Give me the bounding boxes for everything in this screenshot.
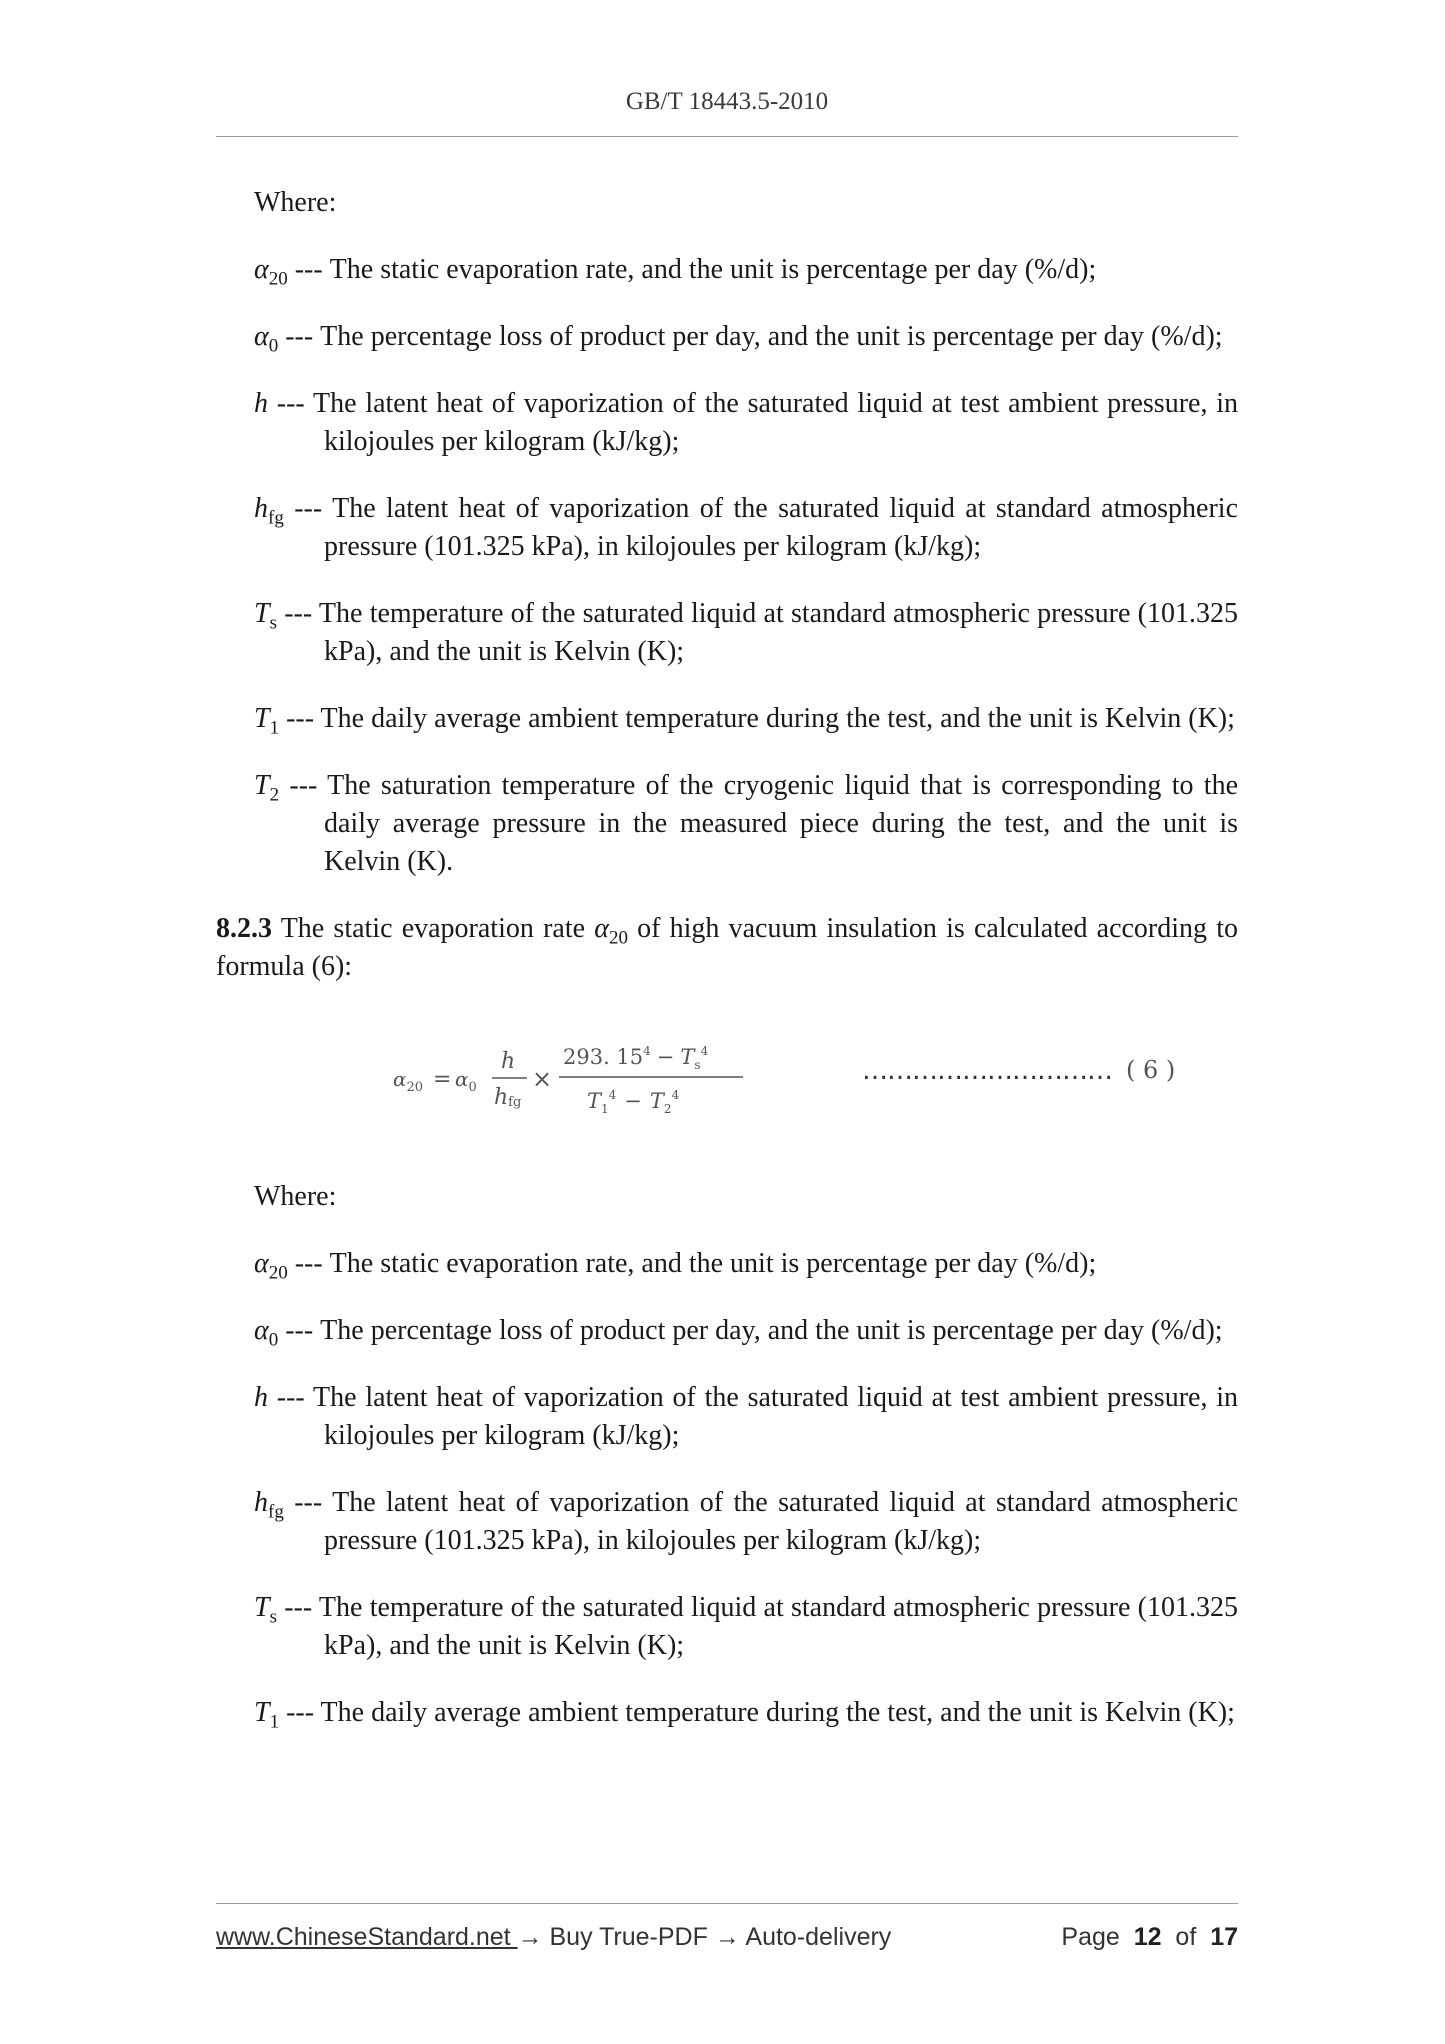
definition-text: --- The latent heat of vaporization of the saturated liquid at test ambient pressure, in kilojoules per kilogram (kJ/kg);: [268, 388, 1238, 457]
definition-symbol: $\alpha_{20}$: [254, 254, 288, 290]
definition-text: --- The temperature of the saturated liquid at standard atmospheric pressure (101.325 kPa), and the unit is Kelvin (K);: [276, 598, 1238, 667]
definition-text: --- The temperature of the saturated liquid at standard atmospheric pressure (101.325 kPa), and the unit is Kelvin (K);: [276, 1592, 1238, 1661]
definition-item: [216, 767, 1238, 881]
page-number: 12: [1133, 1923, 1162, 1951]
definition-symbol: $\alpha_0$: [254, 321, 279, 357]
formula-graphic: [393, 1026, 813, 1130]
definition-symbol: h: [254, 1382, 268, 1413]
footer-links[interactable]: → Buy True-PDF → Auto-delivery: [517, 1923, 892, 1951]
formula-numerator: 293. $15^4 - T_s^4$: [563, 1044, 709, 1072]
document-header: GB/T 18443.5-2010: [625, 88, 829, 115]
definition-item: [216, 1245, 1238, 1283]
website-link[interactable]: www.ChineseStandard.net: [216, 1923, 518, 1951]
definition-item: [216, 1312, 1238, 1350]
definition-symbol: $T_1$: [254, 1697, 280, 1733]
definition-item: [216, 595, 1238, 671]
clause-number: 8.2.3: [216, 913, 272, 944]
definition-symbol: $T_s$: [254, 598, 277, 634]
definition-symbol: $\alpha_0$: [254, 1315, 279, 1351]
header-rule: [216, 136, 1238, 137]
clause-text: The static evaporation rate: [272, 913, 595, 944]
where-section-2: [216, 1178, 1238, 1732]
clause-text-end: of high vacuum insulation is calculated according to formula (6):: [216, 913, 1239, 982]
definition-symbol: $h_{fg}$: [254, 493, 284, 529]
page-counter: Page 12 of 17: [1061, 1923, 1238, 1951]
page-total: 17: [1210, 1923, 1238, 1951]
definition-item: [216, 385, 1238, 461]
clause-8-2-3: [216, 910, 1238, 986]
definition-symbol: $h_{fg}$: [254, 1487, 284, 1523]
definition-item: [216, 700, 1238, 738]
where-label: Where:: [254, 1181, 337, 1212]
definition-item: [216, 490, 1238, 566]
definition-symbol: $T_1$: [254, 703, 280, 739]
formula-denominator: $T_1^4 - T_2^4$: [587, 1088, 680, 1116]
formula-frac1-num: h: [501, 1049, 516, 1074]
formula-coef: $\alpha_0$: [455, 1067, 477, 1095]
page-footer: [216, 1923, 1238, 1959]
where-section-1: [216, 184, 1238, 881]
page-body: [216, 184, 1238, 1761]
formula-times: ×: [532, 1065, 553, 1093]
definition-text: --- The static evaporation rate, and the unit is percentage per day (%/d);: [287, 1248, 1097, 1279]
formula-number: ( 6 ): [1126, 1056, 1176, 1084]
definition-item: [216, 1379, 1238, 1455]
definition-text: --- The latent heat of vaporization of the saturated liquid at test ambient pressure, in kilojoules per kilogram (kJ/kg);: [268, 1382, 1238, 1451]
definition-text: --- The latent heat of vaporization of the saturated liquid at standard atmospheric pressure (101.325 kPa), in kilojoules per kilogram (kJ/kg);: [283, 1487, 1238, 1556]
definition-item: [216, 318, 1238, 356]
definition-symbol: h: [254, 388, 268, 419]
definition-text: --- The static evaporation rate, and the unit is percentage per day (%/d);: [287, 254, 1097, 285]
definition-symbol: $T_s$: [254, 1592, 277, 1628]
definition-text: --- The saturation temperature of the cryogenic liquid that is corresponding to the daily average pressure in the measured piece during the test, and the unit is Kelvin (K).: [279, 770, 1238, 877]
where-label: Where:: [254, 187, 337, 218]
formula-equals: =: [433, 1067, 452, 1092]
definition-item: [216, 1484, 1238, 1560]
formula-6: [216, 1026, 1238, 1130]
formula-leader-dots: …………………………: [862, 1056, 1112, 1086]
footer-rule: [216, 1903, 1238, 1904]
definition-symbol: $T_2$: [254, 770, 280, 806]
definition-item: [216, 1694, 1238, 1732]
definition-text: --- The daily average ambient temperature during the test, and the unit is Kelvin (K);: [279, 1697, 1235, 1728]
definition-text: --- The percentage loss of product per day, and the unit is percentage per day (%/d);: [278, 321, 1223, 352]
definition-text: --- The percentage loss of product per day, and the unit is percentage per day (%/d);: [278, 1315, 1223, 1346]
clause-symbol: $\alpha_{20}$: [594, 913, 628, 949]
definition-item: [216, 1589, 1238, 1665]
formula-frac1-den: hfg: [494, 1085, 522, 1110]
definition-item: [216, 251, 1238, 289]
definition-text: --- The latent heat of vaporization of the saturated liquid at standard atmospheric pressure (101.325 kPa), in kilojoules per kilogram (kJ/kg);: [283, 493, 1238, 562]
formula-lhs: $\alpha_{20}$: [393, 1067, 424, 1095]
definition-symbol: $\alpha_{20}$: [254, 1248, 288, 1284]
definition-text: --- The daily average ambient temperature during the test, and the unit is Kelvin (K);: [279, 703, 1235, 734]
